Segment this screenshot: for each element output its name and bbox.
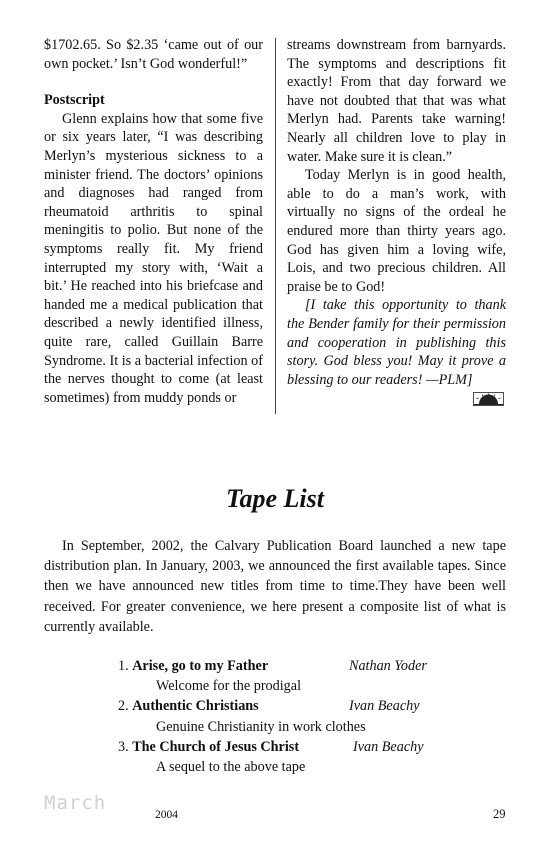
sunrise-end-mark-icon [473, 392, 504, 406]
tape-author: Nathan Yoder [349, 658, 427, 674]
intro-text: In September, 2002, the Calvary Publication Board launched a new tape distribution plan. In January, 2003, we announced the first available tapes. Since then we have announced new titles from time to time.They have been well received. For greater convenience, we here present a composite list of what is currently available. [44, 538, 506, 635]
postscript-heading: Postscript [44, 92, 105, 109]
item-number: 2. [118, 698, 129, 715]
paragraph: $1702.65. So $2.35 ‘came out of our own pocket.’ Isn’t God wonderful!” [44, 37, 263, 72]
intro-paragraph [44, 536, 506, 637]
tape-title: Arise, go to my Father [132, 658, 269, 674]
footer-year: 2004 [155, 809, 178, 821]
month-watermark: March [44, 792, 107, 814]
page-number: 29 [493, 807, 506, 821]
list-item [118, 656, 518, 676]
column-divider [275, 38, 276, 414]
left-column [44, 36, 263, 407]
right-column [287, 36, 506, 389]
item-number: 3. [118, 738, 129, 755]
tape-author: Ivan Beachy [353, 738, 424, 755]
section-title: Tape List [226, 484, 324, 513]
editor-note: [I take this opportunity to thank the Bender family for their permission and cooperation in publishing this story. God bless you! May it prove a blessing to our readers! —PLM] [287, 297, 506, 388]
list-item [118, 696, 518, 716]
paragraph: Today Merlyn is in good health, able to do a man’s work, with virtually no signs of the ordeal he endured more than thirty years ago. God has given him a loving wife, Lois, and two precious children. All praise be to God! [287, 167, 506, 295]
item-number: 1. [118, 658, 129, 674]
list-item [118, 737, 518, 757]
tape-list [118, 656, 518, 777]
tape-subtitle: A sequel to the above tape [156, 758, 306, 775]
tape-subtitle: Genuine Christianity in work clothes [156, 718, 366, 735]
paragraph: Glenn explains how that some five or six years later, “I was describing Merlyn’s mysterious sickness to a minister friend. The doctors’ opinions and diagnoses had ranged from rheumatoid arthritis to spinal meningitis to polio. But none of the symptoms really fit. My friend interrupted my story with, ‘Wait a bit.’ He reached into his briefcase and handed me a medical publication that described a newly identified illness, quite rare, called Guillain Barre Syndrome. It is a bacterial infection of the nerves thought to come (at least sometimes) from muddy ponds or [44, 110, 263, 406]
tape-title: The Church of Jesus Christ [132, 738, 300, 755]
tape-subtitle: Welcome for the prodigal [156, 678, 302, 695]
tape-author: Ivan Beachy [349, 698, 420, 715]
paragraph: streams downstream from barnyards. The symptoms and descriptions fit exactly! From that day forward we have not doubted that that was what Merlyn had. Parents take warning! Nearly all children love to play in water. Make sure it is clean.” [287, 37, 506, 165]
tape-title: Authentic Christians [132, 698, 259, 715]
